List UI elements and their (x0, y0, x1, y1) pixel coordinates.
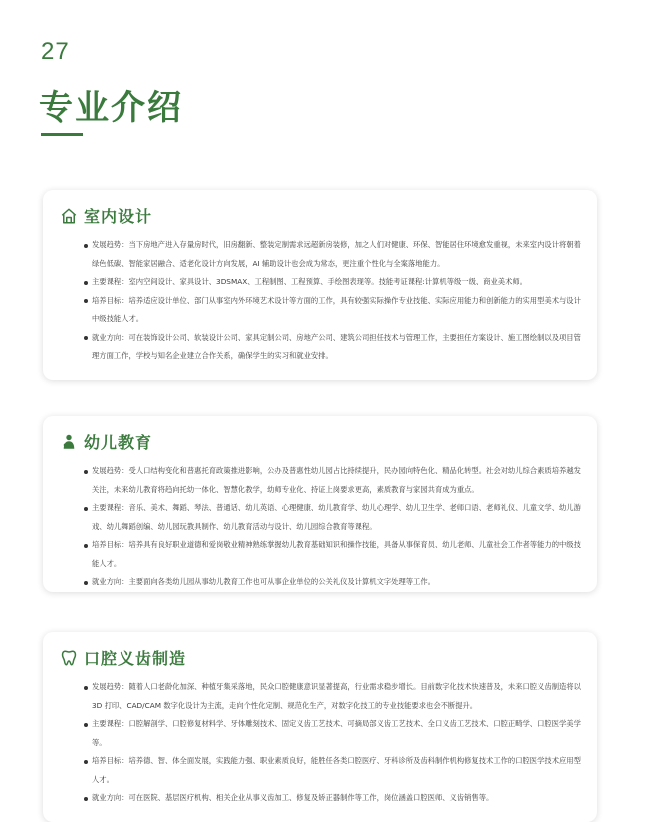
tooth-icon (60, 649, 78, 667)
bullet-icon (84, 244, 88, 248)
bullet-icon (84, 544, 88, 548)
page-number: 27 (41, 38, 70, 65)
list-item: 培养目标：培养德、智、体全面发展，实践能力强、职业素质良好，能胜任各类口腔医疗、牙科诊所及齿科制作机构修复技术工作的口腔医学技术应用型人才。 (60, 752, 581, 789)
section-card-early-childhood-education (43, 416, 597, 592)
list-item: 发展趋势：当下房地产进入存量房时代，旧房翻新、整装定制需求远超新房装修，加之人们对健康、环保、智能居住环境愈发重视，未来室内设计将朝着绿色低碳、智能家居融合、适老化设计方向发展，AI 辅助设计也会成为常态，更注重个性化与全案落地能力。 (60, 236, 581, 273)
bullet-icon (84, 797, 88, 801)
bullet-icon (84, 581, 88, 585)
list-item: 主要课程：音乐、美术、舞蹈、琴法、普通话、幼儿英语、心理健康、幼儿教育学、幼儿心理学、幼儿卫生学、老师口语、老师礼仪、儿童文学、幼儿游戏、幼儿舞蹈创编、幼儿园玩教具制作、幼儿教育活动与设计、幼儿园综合教育等课程。 (60, 499, 581, 536)
title-underline (41, 133, 83, 136)
section-header (60, 204, 581, 227)
list-item: 主要课程：室内空间设计、家具设计、3DSMAX、工程制图、工程预算、手绘图表现等。技能考证课程:计算机等级一级、商业美术师。 (60, 273, 581, 292)
section-card-interior-design (43, 190, 597, 380)
list-item: 培养目标：培养具有良好职业道德和爱岗敬业精神熟练掌握幼儿教育基础知识和操作技能，具备从事保育员、幼儿老师、儿童社会工作者等能力的中级技能人才。 (60, 536, 581, 573)
bullet-icon (84, 723, 88, 727)
list-item: 就业方向：主要面向各类幼儿园从事幼儿教育工作也可从事企业单位的公关礼仪及计算机文字处理等工作。 (60, 573, 581, 592)
bullet-icon (84, 336, 88, 340)
bullet-icon (84, 686, 88, 690)
page-title: 专业介绍 (39, 88, 183, 128)
list-item: 就业方向：可在医院、基层医疗机构、相关企业从事义齿加工、修复及矫正器制作等工作，岗位涵盖口腔医师、义齿销售等。 (60, 789, 581, 808)
section-header (60, 430, 581, 453)
section-title: 口腔义齿制造 (84, 649, 187, 668)
list-item: 主要课程：口腔解剖学、口腔修复材料学、牙体雕刻技术、固定义齿工艺技术、可摘局部义齿工艺技术、全口义齿工艺技术、口腔正畸学、口腔医学美学等。 (60, 715, 581, 752)
bullet-icon (84, 470, 88, 474)
bullet-icon (84, 507, 88, 511)
bullet-icon (84, 299, 88, 303)
bullet-icon (84, 281, 88, 285)
section-card-dental-prosthesis (43, 632, 597, 822)
section-title: 室内设计 (84, 207, 153, 226)
bullet-icon (84, 760, 88, 764)
list-item: 发展趋势：随着人口老龄化加深、种植牙集采落地，民众口腔健康意识显著提高，行业需求稳步增长。目前数字化技术快速普及，未来口腔义齿制造将以 3D 打印、CAD/CAM 数字化设计为主流，走向个性化定制、规范化生产，对数字化技工的专业技能要求也会不断提升。 (60, 678, 581, 715)
list-item: 培养目标：培养适应设计单位、部门从事室内外环境艺术设计等方面的工作，具有较强实际操作专业技能、实际应用能力和创新能力的实用型美术与设计中级技能人才。 (60, 292, 581, 329)
list-item: 发展趋势：受人口结构变化和普惠托育政策推进影响，公办及普惠性幼儿园占比持续提升，民办园向特色化、精品化转型。社会对幼儿综合素质培养越发关注，未来幼儿教育将趋向托幼一体化、智慧化教学，幼师专业化、持证上岗要求更高，素质教育与家园共育成为重点。 (60, 462, 581, 499)
house-icon (60, 207, 78, 225)
child-icon (60, 433, 78, 451)
list-item: 就业方向：可在装饰设计公司、软装设计公司、家具定制公司、房地产公司、建筑公司担任技术与管理工作，主要担任方案设计、施工图绘制以及项目管理方面工作，学校与知名企业建立合作关系，确保学生的实习和就业安排。 (60, 329, 581, 366)
section-title: 幼儿教育 (84, 433, 153, 452)
section-header (60, 646, 581, 669)
